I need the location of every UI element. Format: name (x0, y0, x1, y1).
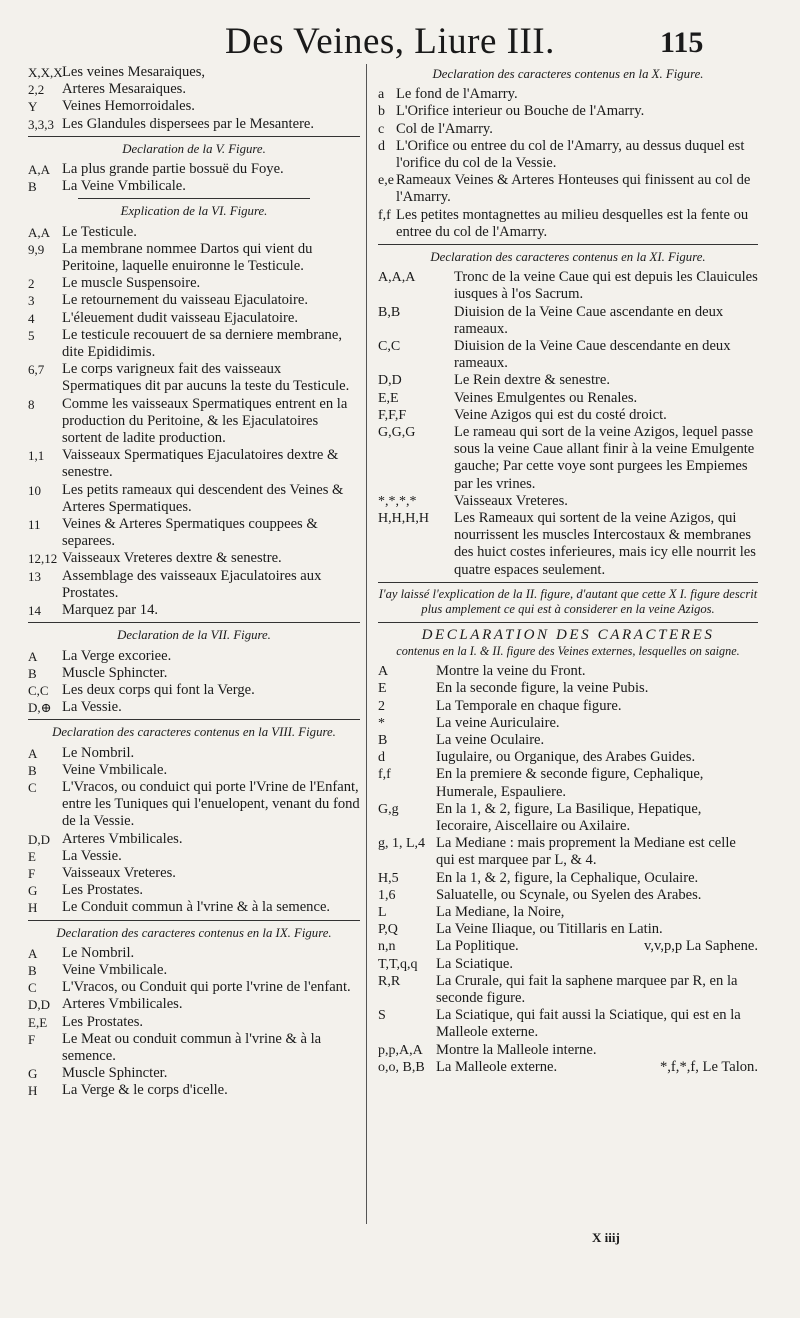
entry-key: C,C (28, 682, 49, 698)
legend-entry (378, 749, 758, 766)
entry-text: Muscle Sphincter. (62, 664, 168, 681)
legend-entry (28, 1014, 360, 1031)
legend-entry (378, 663, 758, 680)
legend-entry (378, 304, 758, 338)
entry-key: d (378, 750, 385, 766)
legend-entry (28, 699, 360, 716)
legend-entry (28, 848, 360, 865)
entry-key: B (28, 179, 37, 195)
entry-text: Les Glandules dispersees par le Mesantere. (62, 115, 315, 132)
column-divider (366, 64, 367, 1224)
entry-key: A (378, 664, 389, 680)
entry-text-aside: v,v,p,p La Saphene. (643, 938, 758, 955)
entry-key: 13 (28, 568, 41, 584)
entry-key: R,R (378, 973, 401, 989)
legend-entry (28, 648, 360, 665)
entry-text: Les deux corps qui font la Verge. (62, 681, 255, 698)
legend-entry (28, 882, 360, 899)
entry-text: Le Nombril. (62, 744, 135, 761)
entry-key: A (28, 745, 38, 761)
legend-entry (28, 1082, 360, 1099)
entry-text: Le retournement du vaisseau Ejaculatoire. (62, 292, 308, 309)
legend-entry (28, 310, 360, 327)
entry-key: G (28, 883, 38, 899)
section-heading: Declaration des caracteres contenus en la VIII. Figure. (52, 725, 336, 740)
entry-key: 12,12 (28, 551, 58, 567)
entry-key: 1,6 (378, 887, 396, 903)
legend-entry (28, 98, 360, 115)
section-heading: Declaration des caracteres contenus en la IX. Figure. (56, 925, 332, 940)
entry-key: 10 (28, 482, 41, 498)
entry-key: G,G,G (378, 425, 416, 441)
entry-text: Le Conduit commun à l'vrine & à la semence. (62, 899, 331, 916)
entry-key: c (378, 121, 385, 137)
entry-text: La plus grande partie bossuë du Foye. (62, 161, 284, 178)
entry-text: En la 1, & 2, figure, La Basilique, Hepatique, Iecoraire, Aiscellaire ou Axilaire. (436, 800, 702, 834)
legend-entry (378, 938, 758, 955)
entry-key: 2,2 (28, 82, 45, 98)
intro-list (28, 64, 360, 133)
entry-text: Le corps varigneux fait des vaisseaux Spermatiques dit par aucuns la teste du Testicule. (62, 361, 350, 395)
entry-key: 4 (28, 310, 35, 326)
entry-text: Vaisseaux Vreteres dextre & senestre. (62, 550, 282, 567)
entry-text: Veine Vmbilicale. (62, 761, 168, 778)
figure-9-list (28, 945, 360, 1100)
entry-text: Vaisseaux Vreteres. (62, 864, 176, 881)
figure-8-list (28, 745, 360, 917)
section-heading: Declaration des caracteres contenus en la X. Figure. (432, 67, 704, 81)
entry-key: G (28, 1066, 38, 1082)
entry-text-main: La Poplitique. (436, 938, 519, 955)
legend-entry (378, 887, 758, 904)
entry-key: 6,7 (28, 362, 45, 378)
section-heading: Explication de la VI. Figure. (120, 204, 268, 219)
legend-entry (28, 241, 360, 275)
entry-text: La Vessie. (62, 699, 122, 716)
entry-text: Vaisseaux Vreteres. (454, 492, 568, 509)
entry-key: 8 (28, 396, 35, 412)
entry-text: En la seconde figure, la veine Pubis. (436, 680, 649, 697)
entry-key: A,A,A (378, 270, 416, 286)
entry-key: B,B (378, 304, 401, 320)
legend-entry (378, 801, 758, 835)
entry-text: L'Vracos, ou conduict qui porte l'Vrine de l'Enfant, entre les Tuniques qui l'enuelopent, venant du fond de la Vessie. (62, 778, 360, 830)
entry-text: La Mediane : mais proprement la Mediane est celle qui est marquee par L, & 4. (436, 835, 736, 869)
entry-text: Col de l'Amarry. (396, 120, 493, 137)
entry-text: Les Prostates. (62, 1013, 144, 1030)
legend-entry (28, 275, 360, 292)
entry-text: Marquez par 14. (62, 602, 159, 619)
entry-key: B (28, 762, 37, 778)
entry-key: 3,3,3 (28, 116, 54, 132)
legend-entry (378, 86, 758, 103)
entry-key: * (378, 715, 385, 731)
entry-text: Vaisseaux Spermatiques Ejaculatoires dextre & senestre. (62, 447, 339, 481)
legend-entry (378, 207, 758, 241)
section-rule (28, 920, 360, 921)
entry-text: Veines Emulgentes ou Renales. (454, 389, 638, 406)
legend-entry (28, 361, 360, 395)
entry-key: o,o, B,B (378, 1059, 425, 1075)
legend-entry (378, 269, 758, 303)
entry-text: Iugulaire, ou Organique, des Arabes Guides. (436, 749, 696, 766)
legend-entry (28, 81, 360, 98)
entry-key: 3 (28, 293, 35, 309)
entry-key: b (378, 104, 385, 120)
entry-key: D,D (28, 831, 51, 847)
legend-entry (28, 865, 360, 882)
section-subheading: contenus en la I. & II. figure des Veines externes, lesquelles on saigne. (396, 644, 740, 659)
legend-entry (378, 1007, 758, 1041)
legend-entry (28, 1065, 360, 1082)
legend-entry (378, 904, 758, 921)
legend-entry (28, 665, 360, 682)
legend-entry (28, 396, 360, 448)
legend-entry (378, 973, 758, 1007)
entry-key: e,e (378, 173, 394, 189)
entry-text: Le Meat ou conduit commun à l'vrine & à la semence. (62, 1030, 322, 1064)
entry-key: G,g (378, 801, 399, 817)
legend-entry (378, 835, 758, 869)
entry-key: A (28, 648, 38, 664)
entry-key: C (28, 980, 37, 996)
entry-text: Les petites montagnettes au milieu desquelles est la fente ou entree du col de l'Amarry. (396, 206, 749, 240)
entry-key: p,p,A,A (378, 1042, 423, 1058)
legend-entry (28, 178, 360, 195)
entry-key: A,A (28, 162, 51, 178)
entry-key: E (378, 681, 387, 697)
entry-text: Veine Azigos qui est du costé droict. (454, 406, 667, 423)
legend-entry (28, 899, 360, 916)
legend-entry (378, 338, 758, 372)
entry-key: B (28, 665, 37, 681)
section-rule (378, 622, 758, 623)
entry-text: La Crurale, qui fait la saphene marquee par R, en la seconde figure. (436, 972, 738, 1006)
entry-text: La Vessie. (62, 847, 122, 864)
entry-key: E,E (28, 1014, 48, 1030)
legend-entry (28, 568, 360, 602)
entry-key: g, 1, L,4 (378, 836, 426, 852)
legend-entry (378, 493, 758, 510)
entry-key: S (378, 1008, 386, 1024)
entry-text: Les petits rameaux qui descendent des Veines & Arteres Spermatiques. (62, 481, 344, 515)
entry-text: Montre la veine du Front. (436, 663, 586, 680)
entry-text-main: La Malleole externe. (436, 1058, 558, 1075)
legend-entry (378, 732, 758, 749)
entry-key: H,5 (378, 870, 399, 886)
entry-text: Le rameau qui sort de la veine Azigos, lequel passe sous la veine Caue allant finir à la veine Emulgente gauche; Par cette voye sont purgees les Empiemes par les vrines. (454, 424, 755, 492)
legend-entry (28, 996, 360, 1013)
legend-entry (378, 121, 758, 138)
entry-text (436, 938, 758, 955)
entry-key: 9,9 (28, 241, 45, 257)
entry-key: F (28, 865, 36, 881)
legend-entry (378, 766, 758, 800)
section-rule (78, 198, 310, 199)
entry-text: Muscle Sphincter. (62, 1065, 168, 1082)
entry-text: Le Rein dextre & senestre. (454, 372, 611, 389)
right-column (378, 64, 758, 1076)
entry-key: 2 (28, 276, 35, 292)
legend-entry (378, 698, 758, 715)
legend-entry (378, 680, 758, 697)
entry-key: *,*,*,* (378, 493, 417, 509)
entry-text: L'éleuement dudit vaisseau Ejaculatoire. (62, 309, 299, 326)
legend-entry (378, 921, 758, 938)
entry-key: F,F,F (378, 407, 407, 423)
entry-key: C,C (378, 339, 401, 355)
legend-entry (28, 116, 360, 133)
entry-text: Diuision de la Veine Caue ascendante en deux rameaux. (454, 303, 724, 337)
entry-text: Les Prostates. (62, 882, 144, 899)
legend-entry (28, 945, 360, 962)
entry-key: f,f (378, 767, 391, 783)
section-rule (378, 244, 758, 245)
entry-text: Les Rameaux qui sortent de la veine Azigos, qui nourrissent les muscles Intercostaux & membranes des huict costes inferieures, mais icy elle nourrit les quatre espaces seulement. (454, 510, 756, 578)
entry-text: Les veines Mesaraiques, (62, 64, 206, 80)
entry-key: E,E (378, 390, 399, 406)
entry-text: Arteres Vmbilicales. (62, 830, 183, 847)
legend-entry (28, 224, 360, 241)
legend-entry (378, 870, 758, 887)
entry-key: H (28, 900, 38, 916)
entry-text: Rameaux Veines & Arteres Honteuses qui finissent au col de l'Amarry. (396, 172, 751, 206)
figure-5-list (28, 161, 360, 195)
entry-key: f,f (378, 207, 391, 223)
legend-entry (378, 510, 758, 579)
entry-key: D,D (378, 373, 402, 389)
entry-key: P,Q (378, 922, 398, 938)
entry-text: Veines & Arteres Spermatiques couppees & separees. (62, 516, 318, 550)
legend-entry (378, 138, 758, 172)
legend-entry (28, 962, 360, 979)
entry-key: D,⊕ (28, 700, 52, 716)
entry-text (436, 1059, 758, 1076)
legend-entry (378, 1042, 758, 1059)
legend-entry (28, 979, 360, 996)
entry-text: La veine Auriculaire. (436, 714, 560, 731)
entry-key: D,D (28, 997, 51, 1013)
entry-text: La Veine Vmbilicale. (62, 178, 186, 195)
entry-key: X,X,X (28, 65, 63, 80)
legend-entry (378, 715, 758, 732)
figure-11-list (378, 269, 758, 579)
entry-key: 5 (28, 327, 35, 343)
section-heading: Declaration de la VII. Figure. (117, 628, 271, 643)
entry-text: En la 1, & 2, figure, la Cephalique, Oculaire. (436, 869, 699, 886)
entry-key: 11 (28, 517, 41, 533)
left-column (28, 64, 360, 1100)
entry-text-aside: *,f,*,f, Le Talon. (659, 1058, 758, 1075)
figure-10-list (378, 86, 758, 241)
entry-text: Montre la Malleole interne. (436, 1041, 597, 1058)
legend-entry (28, 779, 360, 831)
entry-key: 1,1 (28, 448, 45, 464)
legend-entry (378, 956, 758, 973)
legend-entry (378, 390, 758, 407)
running-title: Des Veines, Liure III. (225, 21, 555, 62)
signature-mark: X iiij (592, 1230, 620, 1245)
external-veins-list (378, 663, 758, 1076)
legend-entry (28, 161, 360, 178)
section-rule (28, 622, 360, 623)
entry-text: L'Vracos, ou Conduit qui porte l'vrine de l'enfant. (62, 979, 351, 996)
entry-text: En la premiere & seconde figure, Cephalique, Humerale, Espauliere. (436, 766, 704, 800)
entry-text: La Sciatique, qui fait aussi la Sciatique, qui est en la Malleole externe. (436, 1007, 741, 1041)
legend-entry (378, 407, 758, 424)
editor-note: I'ay laissé l'explication de la II. figure, d'autant que cette X I. figure descrit plus amplement ce qui est à considerer en la veine Azigos. (378, 586, 758, 617)
entry-key: H (28, 1083, 38, 1099)
entry-text: L'Orifice interieur ou Bouche de l'Amarry. (396, 103, 645, 120)
entry-key: T,T,q,q (378, 956, 418, 972)
entry-text: Le testicule recouuert de sa derniere membrane, dite Epididimis. (62, 326, 342, 361)
entry-key: E (28, 848, 36, 864)
figure-6-list (28, 224, 360, 620)
entry-text: Le muscle Suspensoire. (62, 275, 201, 292)
legend-entry (378, 372, 758, 389)
entry-text: Saluatelle, ou Scynale, ou Syelen des Arabes. (436, 886, 702, 903)
entry-text: La Mediane, la Noire, (436, 903, 565, 920)
entry-text: La veine Oculaire. (436, 731, 545, 748)
legend-entry (378, 1059, 758, 1076)
entry-key: F (28, 1031, 36, 1047)
entry-text: Veine Vmbilicale. (62, 961, 168, 978)
legend-entry (28, 482, 360, 516)
entry-text: Diuision de la Veine Caue descendante en deux rameaux. (454, 338, 731, 372)
legend-entry (378, 103, 758, 120)
entry-text: Le Testicule. (62, 223, 137, 240)
legend-entry (28, 831, 360, 848)
entry-key: C (28, 779, 37, 795)
legend-entry (28, 762, 360, 779)
entry-key: B (378, 732, 388, 748)
entry-key: n,n (378, 939, 396, 955)
entry-key: Y (28, 99, 38, 115)
entry-key: A (28, 945, 38, 961)
entry-text: L'Orifice ou entree du col de l'Amarry, au dessus duquel est l'orifice du col de la Vessie. (396, 137, 745, 172)
section-heading: Declaration de la V. Figure. (122, 141, 266, 156)
entry-key: 14 (28, 603, 41, 619)
legend-entry (28, 550, 360, 567)
entry-text: Arteres Mesaraiques. (62, 81, 186, 98)
entry-text: Veines Hemorroidales. (62, 98, 195, 115)
legend-entry (378, 424, 758, 493)
entry-text: Assemblage des vaisseaux Ejaculatoires aux Prostates. (62, 567, 322, 601)
entry-text: La membrane nommee Dartos qui vient du Peritoine, laquelle enuironne le Testicule. (62, 240, 313, 275)
entry-text: Le Nombril. (62, 944, 135, 961)
entry-text: La Temporale en chaque figure. (436, 697, 622, 714)
legend-entry (28, 447, 360, 481)
page-number: 115 (660, 26, 704, 59)
entry-key: B (28, 962, 37, 978)
entry-text: Comme les vaisseaux Spermatiques entrent en la production du Peritoine, & les Ejaculatoires sortent de ladite production. (62, 395, 348, 447)
legend-entry (28, 745, 360, 762)
legend-entry (28, 292, 360, 309)
legend-entry (28, 682, 360, 699)
entry-key: H,H,H,H (378, 511, 429, 527)
legend-entry (28, 64, 360, 81)
entry-text: Tronc de la veine Caue qui est depuis les Clauicules iusques à l'os Sacrum. (454, 269, 758, 303)
entry-key: a (378, 87, 385, 103)
entry-text: La Sciatique. (436, 955, 513, 972)
section-rule (28, 136, 360, 137)
running-header (0, 18, 800, 68)
entry-key: d (378, 138, 385, 154)
entry-text: La Verge & le corps d'icelle. (62, 1082, 228, 1099)
section-heading: Declaration des caracteres contenus en la XI. Figure. (430, 250, 706, 265)
entry-text: Le fond de l'Amarry. (396, 86, 518, 103)
entry-text: La Verge excoriee. (62, 647, 172, 664)
entry-key: L (378, 904, 387, 920)
legend-entry (28, 1031, 360, 1065)
section-rule (28, 719, 360, 720)
entry-text: Arteres Vmbilicales. (62, 996, 183, 1013)
figure-7-list (28, 648, 360, 717)
section-rule (378, 582, 758, 583)
legend-entry (28, 516, 360, 550)
entry-key: 2 (378, 698, 385, 714)
section-heading: DECLARATION DES CARACTERES (421, 626, 715, 643)
legend-entry (378, 172, 758, 206)
legend-entry (28, 327, 360, 361)
legend-entry (28, 602, 360, 619)
entry-key: A,A (28, 224, 51, 240)
entry-text: La Veine Iliaque, ou Titillaris en Latin. (436, 921, 663, 938)
